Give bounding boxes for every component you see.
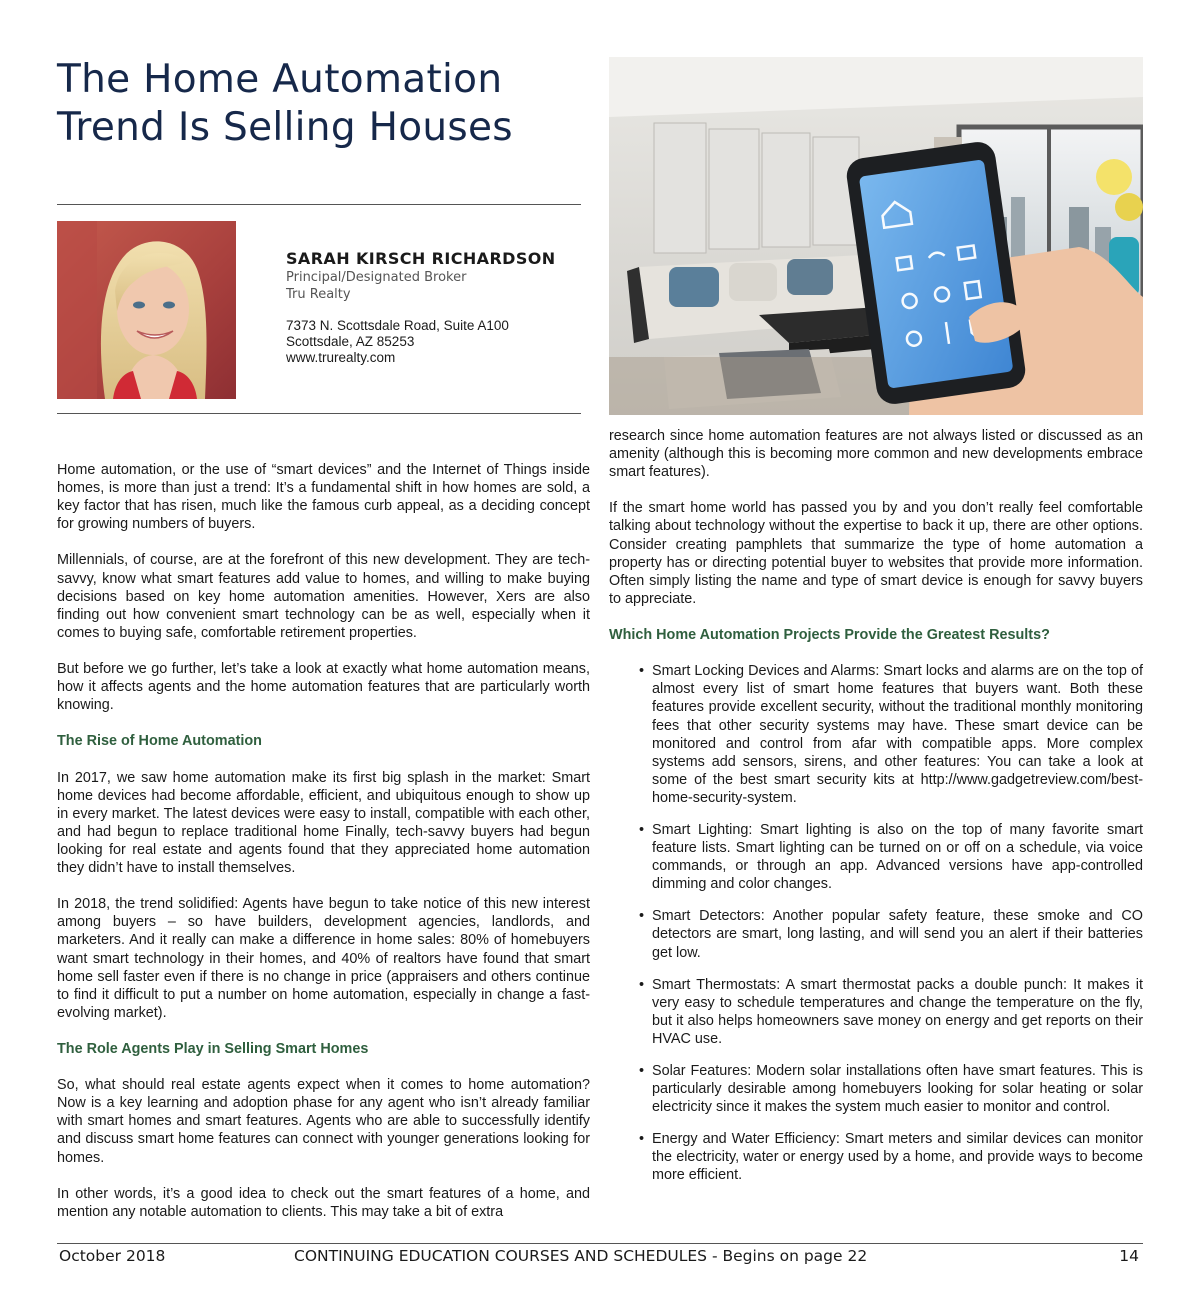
author-website: www.trurealty.com [286,350,396,365]
list-item: • Smart Locking Devices and Alarms: Smart locks and alarms are on the top of almost every list of smart home features that buyers want. Both these features provide excellent security, without the traditional monthly monitoring fees that other security systems may have. These smart device can be monitored and control from afar with compatible apps. More complex systems add sensors, sirens, and other features: You can take a look at some of the best smart security kits at http://www.gadgetreview.com/best-home-security-system. [639,662,1143,807]
list-item: • Smart Lighting: Smart lighting is also on the top of many favorite smart feature lists. Smart lighting can be turned on or off on a schedule, via voice commands, or through an app. Advanced versions have app-controlled dimming and color changes. [639,821,1143,893]
author-info [286,249,586,366]
paragraph: If the smart home world has passed you by and you don’t really feel comfortable talking about technology without the expertise to back it up, there are other options. Consider creating pamphlets that summarize the type of home automation a property has or directing potential buyer to websites that provide more information. Often simply listing the name and type of smart device is enough for savvy buyers to appreciate. [609,500,1143,607]
paragraph: But before we go further, let’s take a look at exactly what home automation means, how it affects agents and the home automation features that are particularly worth knowing. [57,661,590,714]
author-portrait-image [57,221,236,399]
author-address-line-1: 7373 N. Scottsdale Road, Suite A100 [286,318,509,333]
list-item: • Energy and Water Efficiency: Smart meters and similar devices can monitor the electricity, water or energy used by a home, and provide ways to become more efficient. [639,1130,1143,1184]
author-name: SARAH KIRSCH RICHARDSON [286,249,556,268]
smart-home-photo [609,57,1143,415]
hero-image [609,57,1143,415]
footer-date: October 2018 [59,1247,166,1265]
paragraph: In 2018, the trend solidified: Agents have begun to take notice of this new interest among buyers – so have builders, development agencies, landlords, and marketers. And it really can make a difference in home sales: 80% of homebuyers want smart technology in their homes, and 40% of realtors have found that smart home sell faster even if there is no change in price (appraisers and others continue to find it difficult to put a number on home automation, especially in change a fast-evolving market). [57,896,590,1021]
footer-notice: CONTINUING EDUCATION COURSES AND SCHEDULES - Begins on page 22 [294,1247,868,1265]
divider-top [57,204,581,205]
title-line-1: The Home Automation [57,57,503,102]
paragraph: research since home automation features are not always listed or discussed as an amenity (although this is becoming more common and new developments embrace smart features). [609,428,1143,481]
page-footer [57,1247,1143,1269]
paragraph: Home automation, or the use of “smart devices” and the Internet of Things inside homes, is more than just a trend: It’s a fundamental shift in how homes are sold, a key factor that has risen, much like the famous curb appeal, as a deciding concept for growing numbers of buyers. [57,462,590,533]
list-item: • Solar Features: Modern solar installations often have smart features. This is particularly desirable among homebuyers looking for solar heating or solar electricity since it makes the system much easier to monitor and control. [639,1062,1143,1116]
section-heading-projects: Which Home Automation Projects Provide the Greatest Results? [609,627,1050,644]
section-heading-agents: The Role Agents Play in Selling Smart Homes [57,1041,369,1057]
page-number: 14 [1119,1247,1139,1265]
author-company: Tru Realty [286,287,351,302]
paragraph: In 2017, we saw home automation make its first big splash in the market: Smart home devices had become affordable, efficient, and ubiquitous enough to show up in every market. The latest devices were easy to install, compatible with each other, and had begun to replace traditional home Finally, tech-savvy buyers had begun looking for real estate and agents found that they appreciated home automation they didn’t have to install themselves. [57,769,590,877]
list-item: • Smart Detectors: Another popular safety feature, these smoke and CO detectors are smart, long lasting, and will send you an alert if their batteries get low. [639,907,1143,961]
section-heading-rise: The Rise of Home Automation [57,733,262,750]
paragraph: So, what should real estate agents expect when it comes to home automation? Now is a key learning and adoption phase for any agent who isn’t already familiar with smart homes and smart features. Agents who are able to successfully identify and discuss smart home features can connect with younger generations looking for homes. [57,1077,590,1166]
features-list [639,662,1143,1184]
author-role: Principal/Designated Broker [286,270,467,285]
paragraph: In other words, it’s a good idea to check out the smart features of a home, and mention any notable automation to clients. This may take a bit of extra [57,1185,590,1220]
title-line-2: Trend Is Selling Houses [57,105,513,150]
right-column [609,427,1143,1199]
left-column [57,461,590,1239]
author-photo [57,221,236,399]
paragraph: Millennials, of course, are at the forefront of this new development. They are tech-savvy, know what smart features add value to homes, and willing to make buying decisions based on key home automation amenities. However, Xers are also finding out how convenient smart technology can be as well, especially when it comes to buying safe, comfortable retirement properties. [57,552,590,641]
footer-divider [57,1243,1143,1244]
list-item: • Smart Thermostats: A smart thermostat packs a double punch: It makes it very easy to schedule temperatures and change the temperature on the fly, but it also helps homeowners save money on energy and get reports on their HVAC use. [639,976,1143,1048]
article-title [57,56,587,152]
divider-bottom [57,413,581,414]
author-address-line-2: Scottsdale, AZ 85253 [286,334,415,349]
